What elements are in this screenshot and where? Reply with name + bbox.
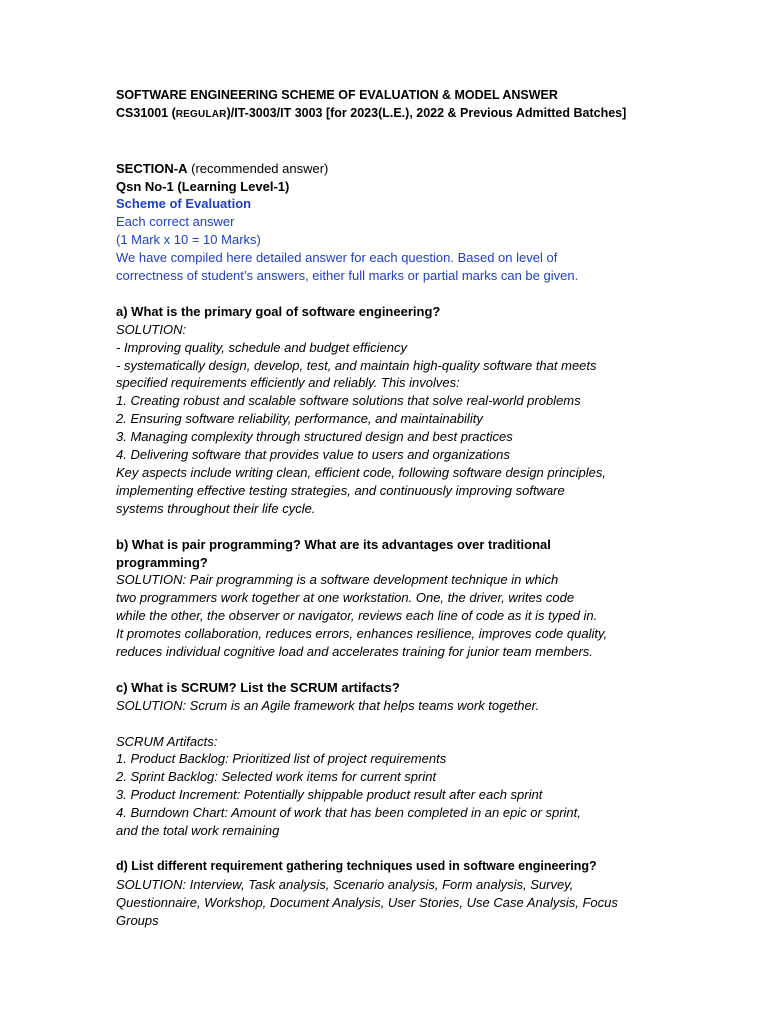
answer-b-line: two programmers work together at one workstation. One, the driver, writes code (116, 590, 575, 606)
scrum-artifact-item: 3. Product Increment: Potentially shippable product result after each sprint (116, 787, 543, 803)
answer-a-line: 3. Managing complexity through structured design and best practices (116, 429, 513, 445)
compiled-note-line-1: We have compiled here detailed answer for each question. Based on level of (116, 250, 558, 266)
question-c: c) What is SCRUM? List the SCRUM artifacts? (116, 679, 400, 695)
answer-d-line: Groups (116, 912, 159, 928)
scheme-title: Scheme of Evaluation (116, 196, 252, 212)
answer-b-line: It promotes collaboration, reduces errors, enhances resilience, improves code quality, (116, 626, 608, 642)
answer-a-line: specified requirements efficiently and reliably. This involves: (116, 375, 460, 391)
question-b-line-2: programming? (116, 554, 208, 570)
compiled-note-line-2: correctness of student’s answers, either full marks or partial marks can be given. (116, 268, 579, 284)
subtitle-regular: REGULAR (175, 108, 227, 120)
subtitle-batches: )/IT-3003/IT 3003 [for 2023(L.E.), 2022 & Previous Admitted Batches] (226, 105, 627, 120)
answer-a-line: 4. Delivering software that provides value to users and organizations (116, 447, 510, 463)
document-subtitle (116, 105, 656, 124)
question-number: Qsn No-1 (Learning Level-1) (116, 178, 290, 194)
section-heading (116, 160, 656, 178)
question-b-line-1: b) What is pair programming? What are its advantages over traditional (116, 536, 551, 552)
document-title: SOFTWARE ENGINEERING SCHEME OF EVALUATION & MODEL ANSWER (116, 88, 558, 102)
scrum-artifact-item: and the total work remaining (116, 823, 280, 839)
section-label: SECTION-A (116, 160, 188, 176)
answer-d-line: SOLUTION: Interview, Task analysis, Scenario analysis, Form analysis, Survey, (116, 876, 574, 892)
subtitle-course-code: CS31001 ( (116, 105, 176, 120)
marks-breakdown: (1 Mark x 10 = 10 Marks) (116, 232, 261, 248)
answer-d-line: Questionnaire, Workshop, Document Analysis, User Stories, Use Case Analysis, Focus (116, 894, 618, 910)
answer-a-line: Key aspects include writing clean, efficient code, following software design principles, (116, 464, 606, 480)
question-a: a) What is the primary goal of software engineering? (116, 303, 441, 319)
answer-b-line: while the other, the observer or navigator, reviews each line of code as it is typed in. (116, 608, 598, 624)
answer-a-line: implementing effective testing strategies, and continuously improving software (116, 482, 565, 498)
answer-a-line: 2. Ensuring software reliability, performance, and maintainability (116, 411, 483, 427)
section-note: (recommended answer) (187, 160, 329, 176)
scrum-artifact-item: 4. Burndown Chart: Amount of work that has been completed in an epic or sprint, (116, 805, 581, 821)
scrum-artifact-item: 2. Sprint Backlog: Selected work items for current sprint (116, 769, 437, 785)
document-body (116, 87, 656, 929)
answer-a-line: 1. Creating robust and scalable software solutions that solve real-world problems (116, 393, 581, 409)
question-d: d) List different requirement gathering techniques used in software engineering? (116, 858, 597, 873)
answer-b-line: reduces individual cognitive load and accelerates training for junior team members. (116, 644, 593, 660)
answer-a-line: systems throughout their life cycle. (116, 500, 316, 516)
answer-c-solution: SOLUTION: Scrum is an Agile framework that helps teams work together. (116, 697, 540, 713)
answer-b-line: SOLUTION: Pair programming is a software development technique in which (116, 572, 559, 588)
scrum-artifacts-title: SCRUM Artifacts: (116, 733, 218, 749)
answer-a-line: SOLUTION: (116, 321, 187, 337)
each-correct-answer: Each correct answer (116, 214, 235, 230)
answer-a-line: - systematically design, develop, test, and maintain high-quality software that meets (116, 357, 597, 373)
scrum-artifact-item: 1. Product Backlog: Prioritized list of project requirements (116, 751, 447, 767)
answer-a-line: - Improving quality, schedule and budget efficiency (116, 339, 407, 355)
